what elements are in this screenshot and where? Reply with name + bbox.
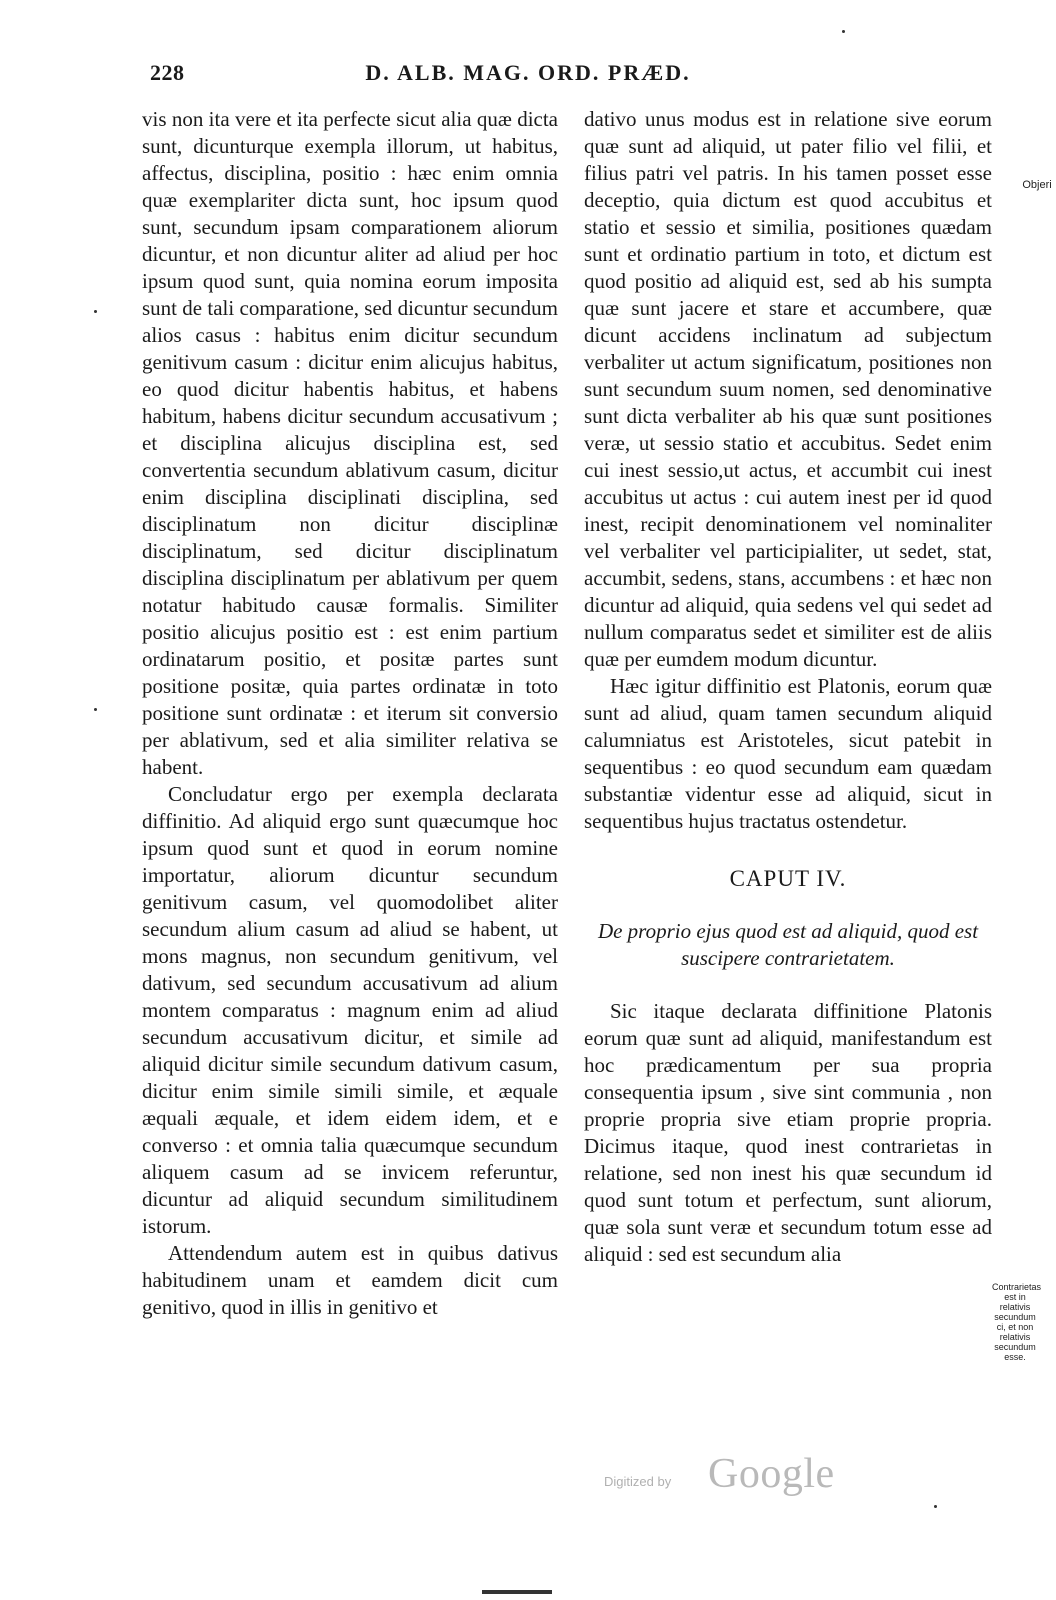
chapter-subtitle: De proprio ejus quod est ad aliquid, quod est suscipere contrarietatem. — [597, 919, 979, 970]
left-paragraph-2: Concludatur ergo per exempla declarata diffinitio. Ad aliquid ergo sunt quæcumque hoc ipsum quod sunt et quod in eorum nomine importatur, aliorum dicuntur secundum genitivum casum, vel quomodolibet aliter secundum alium casum ad aliud se habent, ut mons magnus, non secundum genitivum, vel dativum, sed secundum accusativum ad alium montem comparatus : magnum enim ad aliud secundum accusativum dicitur, et simile ad aliquid dicitur simile secundum dativum casum, dicitur enim simile simili simile, et æquale æquali æquale, et idem eidem idem, et e converso : et omnia talia quæcumque secundum aliquem casum ad se invicem referuntur, dicuntur ad aliquid secundum similitudinem istorum. — [142, 782, 558, 1238]
speck-3 — [94, 708, 97, 711]
chapter-heading: CAPUT IV. — [729, 866, 847, 891]
speck-1 — [842, 30, 845, 33]
right-column — [584, 106, 992, 1268]
speck-2 — [94, 310, 97, 313]
speck-4 — [934, 1505, 937, 1508]
left-paragraph-3: Attendendum autem est in quibus dativus habitudinem unam et eamdem dicit cum genitivo, quod in illis in genitivo et — [142, 1241, 558, 1319]
margin-note-contrarietas: Contrarietas est in relativis secundum ci, et non relativis secundum esse. — [992, 1282, 1042, 1362]
left-column — [142, 106, 558, 1321]
right-paragraph-2: Hæc igitur diffinitio est Platonis, eorum quæ sunt ad aliud, quam tamen secundum aliquid calumniatus est Aristoteles, sicut patebit in sequentibus : eo quod secundum eam quædam substantiæ videntur esse ad aliquid, sicut in sequentibus hujus tractatus ostendetur. — [584, 674, 992, 833]
page-number: 228 — [150, 60, 185, 85]
digitized-by-label: Digitized by — [604, 1474, 672, 1489]
margin-note-object: Objeri — [1022, 179, 1052, 191]
bottom-rule — [482, 1590, 552, 1594]
google-logo: Google — [708, 1451, 835, 1497]
running-title: D. ALB. MAG. ORD. PRÆD. — [365, 60, 691, 85]
right-paragraph-1: dativo unus modus est in relatione sive eorum quæ sunt ad aliquid, ut pater filio vel filii, et filius patri vel patris. In his tamen posset esse deceptio, quia dictum est quod accubitus et statio et sessio et similia, positiones quædam sunt et ordinatio partium in toto, et dictum est quod positio ad aliquid est, sed ab his sumpta quæ sunt jacere et stare et accumbere, quæ dicunt accidens inclinatum ad subjectum verbaliter ut actum significatum, positiones non sunt secundum suum nomen, sed denominative sunt dicta verbaliter ab his quæ sunt positiones veræ, ut sessio statio et accubitus. Sedet enim cui inest sessio,ut actus, et accumbit cui inest accubitus ut actus : cui autem inest per id quod inest, recipit denominationem vel nominaliter vel verbaliter vel participialiter, ut sedet, stat, accumbit, sedens, stans, accumbens : et hæc non dicuntur ad aliquid, quia sedens vel qui sedet ad nullum comparatus sedet et similiter est de aliis quæ per eumdem modum dicuntur. — [584, 107, 992, 671]
chapter-paragraph-1: Sic itaque declarata diffinitione Platonis eorum quæ sunt ad aliquid, manifestandum est hoc prædicamentum per sua propria consequentia ipsum , sive sint communia , non proprie propria sive etiam proprie propria. Dicimus itaque, quod inest contrarietas in relatione, sed non inest his quæ secundum id quod sunt totum et perfectum, sunt aliorum, quæ sola sunt veræ et secundum totum esse ad aliquid : sed est secundum alia — [584, 999, 992, 1266]
left-paragraph-1: vis non ita vere et ita perfecte sicut alia quæ dicta sunt, dicunturque exempla illorum, ut habitus, affectus, disciplina, positio : hæc enim omnia quæ exemplariter dicta sunt, hoc ipsum quod sunt, secundum ipsam comparationem aliorum dicuntur, et non dicuntur aliter ad aliud per hoc ipsum quod sunt, quia nomina eorum imposita sunt de tali comparatione, sed dicuntur secundum alios casus : habitus enim dicitur secundum genitivum casum : dicitur enim alicujus habitus, eo quod dicitur habentis habitus, et habens habitum, habens dicitur secundum accusativum ; et disciplina alicujus disciplina est, sed convertentia secundum ablativum casum, dicitur enim disciplina disciplinati disciplina, sed disciplinatum non dicitur disciplinæ disciplinatum, sed dicitur disciplinatum disciplina disciplinatum per ablativum per quem notatur habitudo causæ formalis. Similiter positio alicujus positio est : est enim partium ordinatarum positio, et positæ partes sunt positione positæ, quia partes ordinatæ in toto positione sunt ordinatæ : et iterum sit conversio per ablativum, sed et alia similiter relativa se habent. — [142, 107, 558, 779]
